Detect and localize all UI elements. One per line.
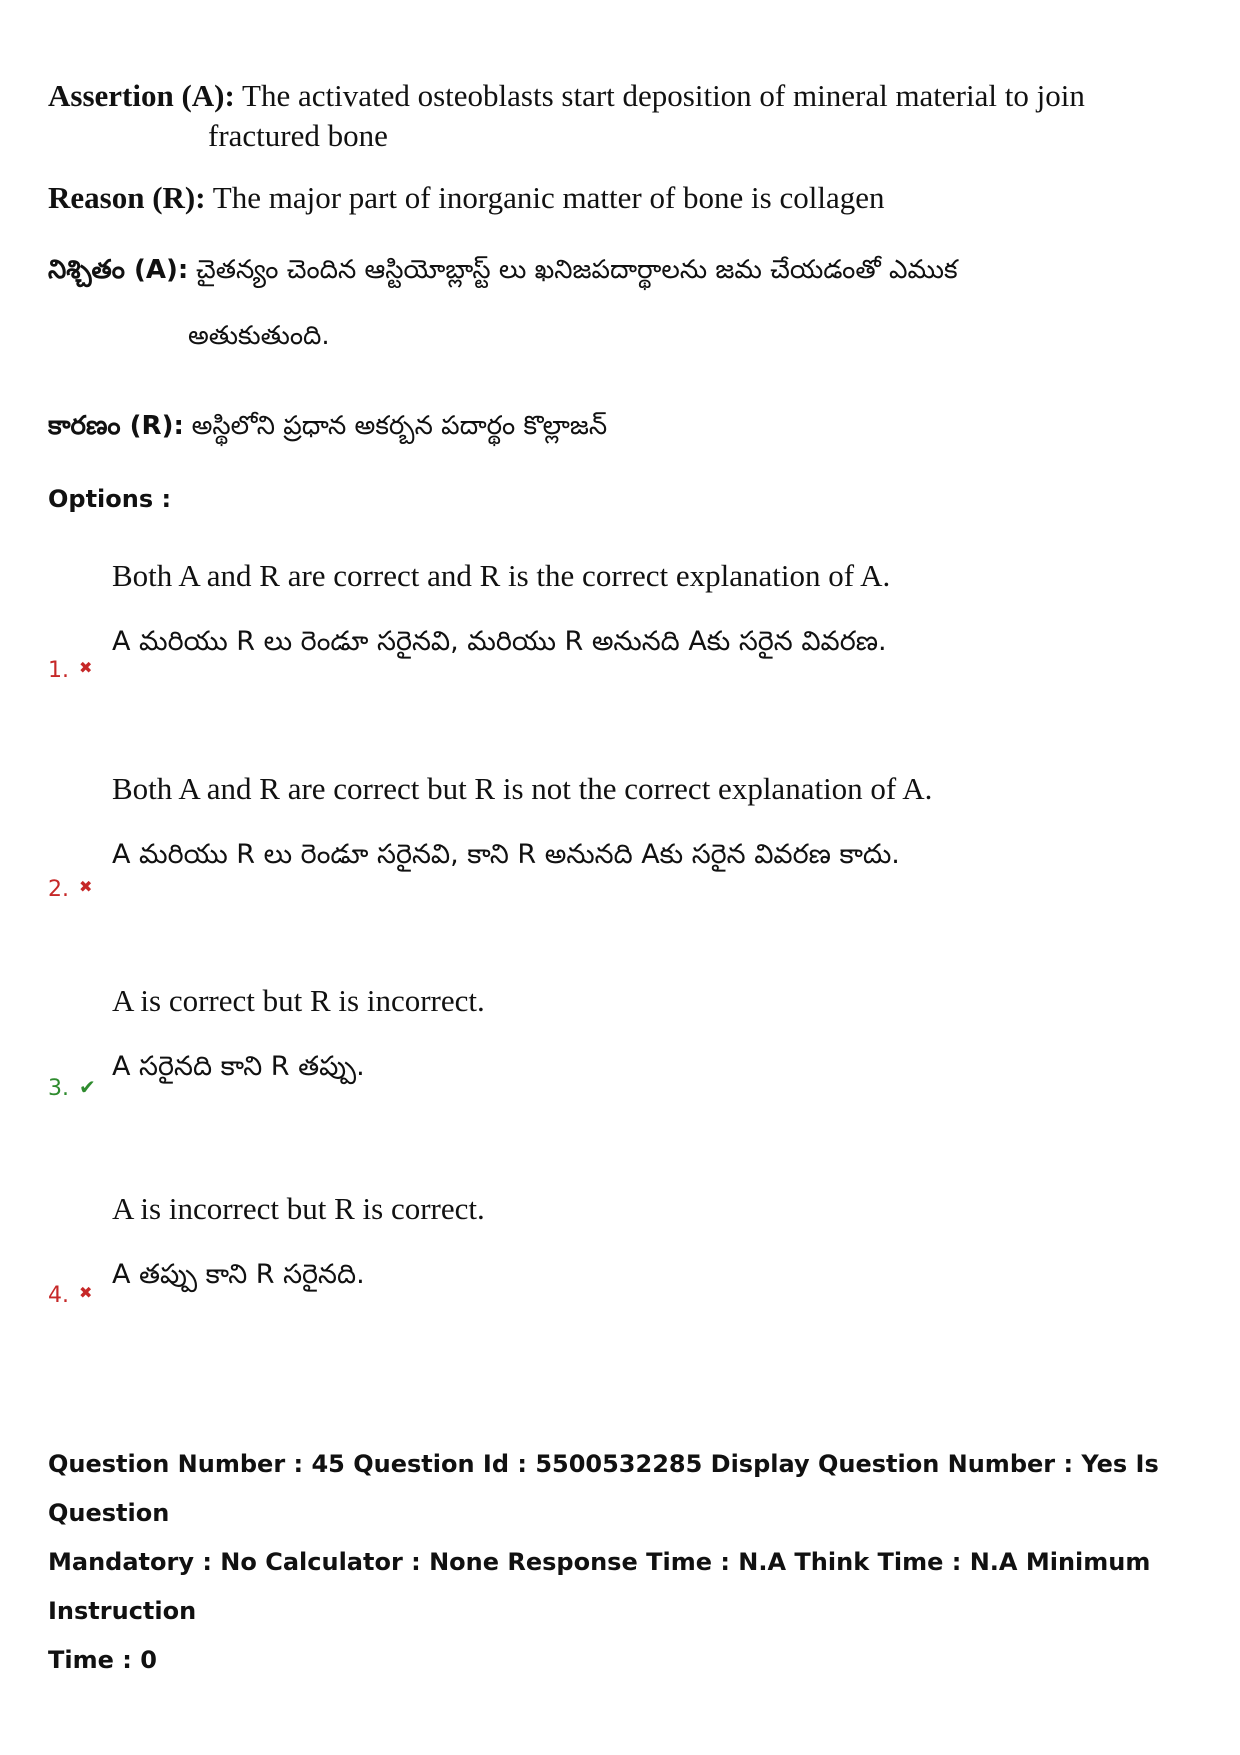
metadata-line-1: Question Number : 45 Question Id : 5500532285 Display Question Number : Yes Is Question bbox=[48, 1450, 1159, 1527]
cross-icon: ✖ bbox=[79, 1283, 93, 1302]
assertion-text-line1: The activated osteoblasts start deposition of mineral material to join bbox=[242, 78, 1085, 113]
assertion-statement bbox=[48, 76, 1085, 156]
check-icon: ✔ bbox=[79, 1075, 96, 1099]
option-4-number: 4. bbox=[48, 1283, 69, 1308]
option-3-number: 3. bbox=[48, 1076, 69, 1101]
metadata-line-3: Time : 0 bbox=[48, 1646, 157, 1674]
reason-telugu-text: అస్థిలోని ప్రధాన అకర్బన పదార్థం కొల్లాజన్ bbox=[191, 411, 608, 441]
option-1-text-english: Both A and R are correct and R is the correct explanation of A. bbox=[112, 558, 891, 593]
reason-text: The major part of inorganic matter of bone is collagen bbox=[212, 180, 885, 215]
cross-icon: ✖ bbox=[79, 877, 93, 896]
cross-icon: ✖ bbox=[79, 658, 93, 677]
question-metadata bbox=[48, 1440, 1208, 1685]
option-1-marker bbox=[48, 658, 92, 683]
assertion-statement-telugu bbox=[48, 248, 958, 356]
option-3-text-telugu: A సరైనది కాని R తప్పు. bbox=[112, 1051, 365, 1082]
option-2-marker bbox=[48, 877, 92, 902]
option-4[interactable] bbox=[48, 1183, 1148, 1313]
assertion-telugu-label: నిశ్చితం (A): bbox=[48, 255, 189, 285]
option-4-text-english: A is incorrect but R is correct. bbox=[112, 1191, 485, 1226]
option-3-text-english: A is correct but R is incorrect. bbox=[112, 983, 485, 1018]
option-1-number: 1. bbox=[48, 658, 69, 683]
option-2-text-english: Both A and R are correct but R is not the correct explanation of A. bbox=[112, 771, 933, 806]
option-3[interactable] bbox=[48, 975, 1148, 1105]
option-3-marker bbox=[48, 1075, 96, 1101]
option-2-text-telugu: A మరియు R లు రెండూ సరైనవి, కాని R అనునది Aకు సరైన వివరణ కాదు. bbox=[112, 839, 900, 870]
metadata-line-2: Mandatory : No Calculator : None Response Time : N.A Think Time : N.A Minimum Instruction bbox=[48, 1548, 1151, 1625]
reason-statement bbox=[48, 178, 885, 218]
option-2[interactable] bbox=[48, 763, 1148, 903]
option-2-number: 2. bbox=[48, 877, 69, 902]
assertion-text-line2: fractured bone bbox=[208, 118, 388, 153]
assertion-label: Assertion (A): bbox=[48, 78, 235, 113]
options-heading: Options : bbox=[48, 485, 172, 513]
option-4-text-telugu: A తప్పు కాని R సరైనది. bbox=[112, 1259, 365, 1290]
option-1[interactable] bbox=[48, 550, 1148, 683]
assertion-telugu-text-line1: చైతన్యం చెందిన ఆస్టియోబ్లాస్ట్ లు ఖనిజపదార్థాలను జమ చేయడంతో ఎముక bbox=[196, 255, 958, 285]
option-4-marker bbox=[48, 1283, 92, 1308]
assertion-telugu-text-line2: అతుకుతుంది. bbox=[188, 321, 330, 351]
reason-statement-telugu bbox=[48, 404, 607, 446]
reason-label: Reason (R): bbox=[48, 180, 206, 215]
reason-telugu-label: కారణం (R): bbox=[48, 411, 184, 441]
option-1-text-telugu: A మరియు R లు రెండూ సరైనవి, మరియు R అనునది Aకు సరైన వివరణ. bbox=[112, 626, 887, 657]
